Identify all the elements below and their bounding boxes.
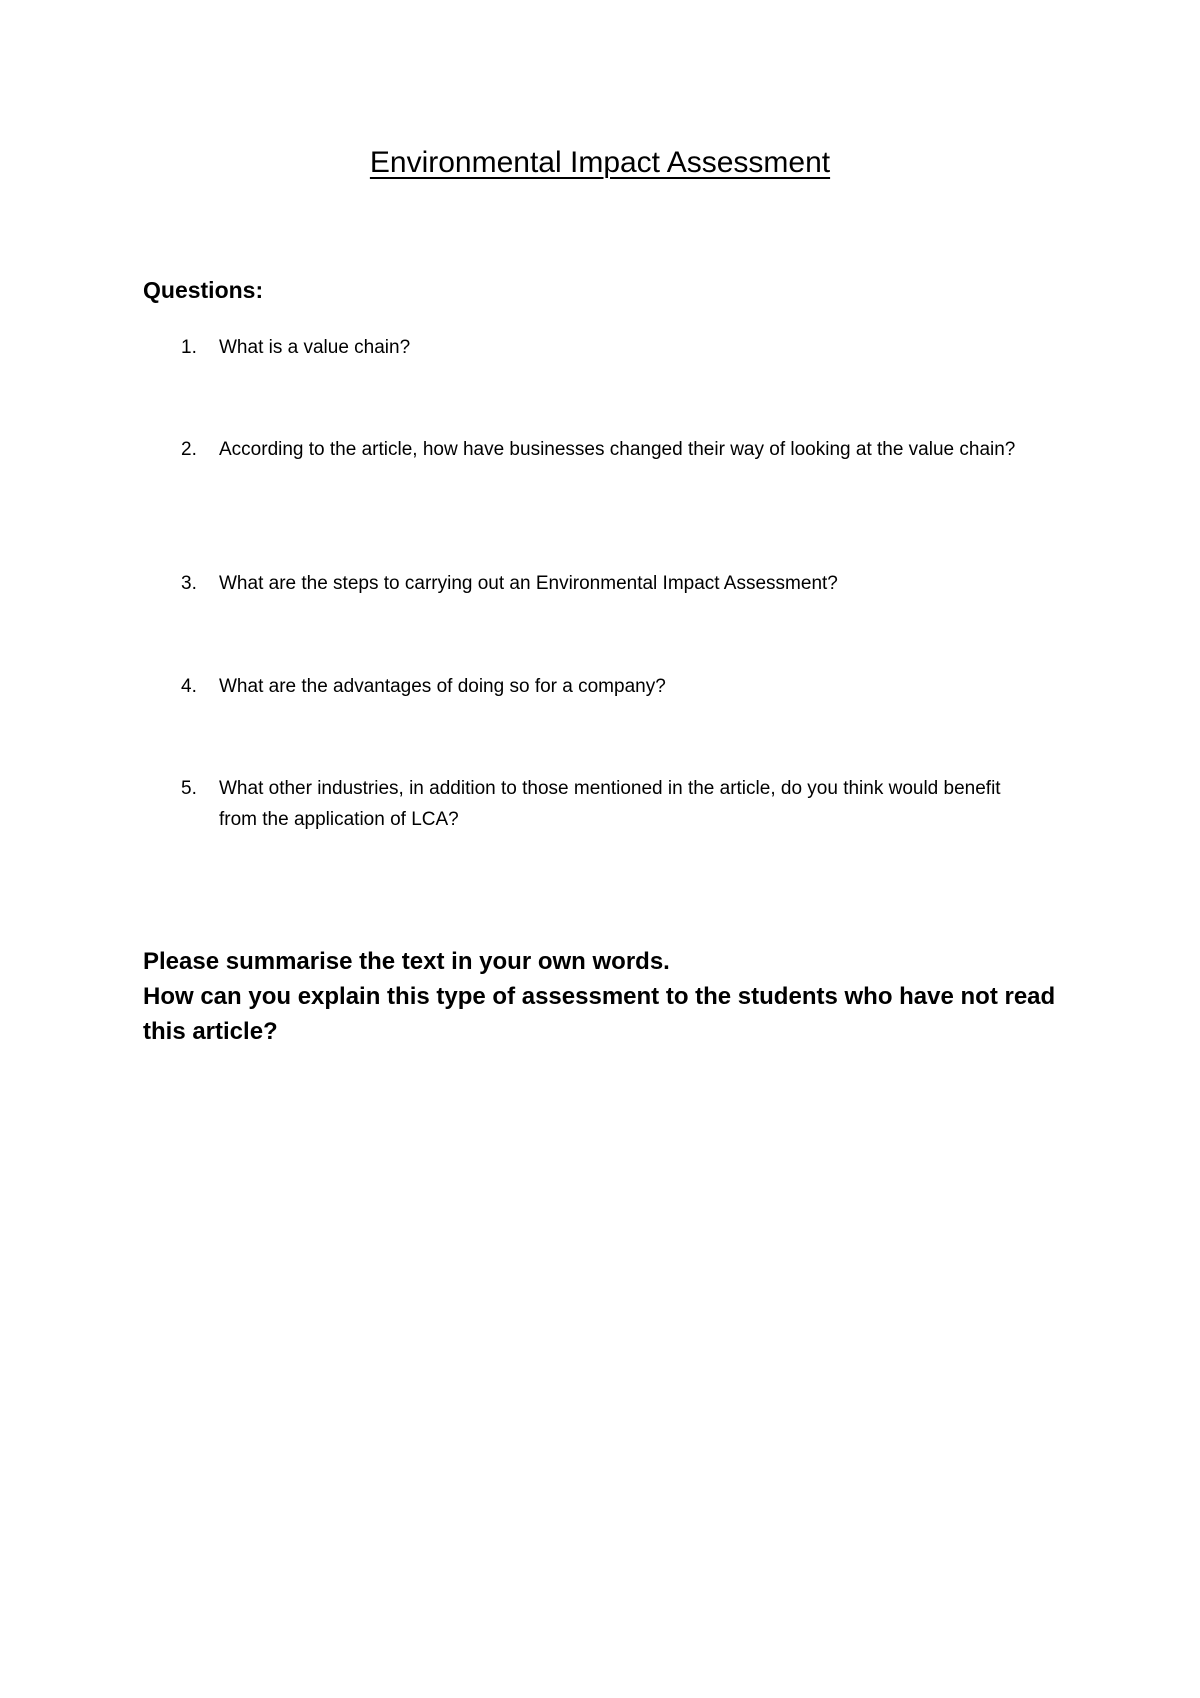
question-text: What are the advantages of doing so for a company? [219,676,666,697]
question-number: 4. [181,676,197,697]
question-number: 1. [181,337,197,358]
question-number: 2. [181,439,197,460]
question-text: What other industries, in addition to those mentioned in the article, do you think would benefit from the application of LCA? [219,778,1001,830]
question-item-2 [181,434,1041,465]
document-title-text: Environmental Impact Assessment [369,146,831,179]
summary-instructions [143,944,1063,1049]
instruction-explain: How can you explain this type of assessment to the students who have not read this article? [143,983,1056,1045]
instruction-summarise: Please summarise the text in your own words. [143,948,670,975]
question-item-5 [181,773,1041,835]
question-item-3 [181,568,1041,599]
question-text: What is a value chain? [219,337,411,358]
question-text: What are the steps to carrying out an Environmental Impact Assessment? [219,573,838,594]
question-item-4 [181,671,1041,702]
question-item-1 [181,332,1041,363]
document-title [0,143,1200,183]
question-text: According to the article, how have businesses changed their way of looking at the value chain? [219,439,1016,460]
question-number: 3. [181,573,197,594]
question-number: 5. [181,778,197,799]
questions-heading: Questions: [143,277,264,303]
